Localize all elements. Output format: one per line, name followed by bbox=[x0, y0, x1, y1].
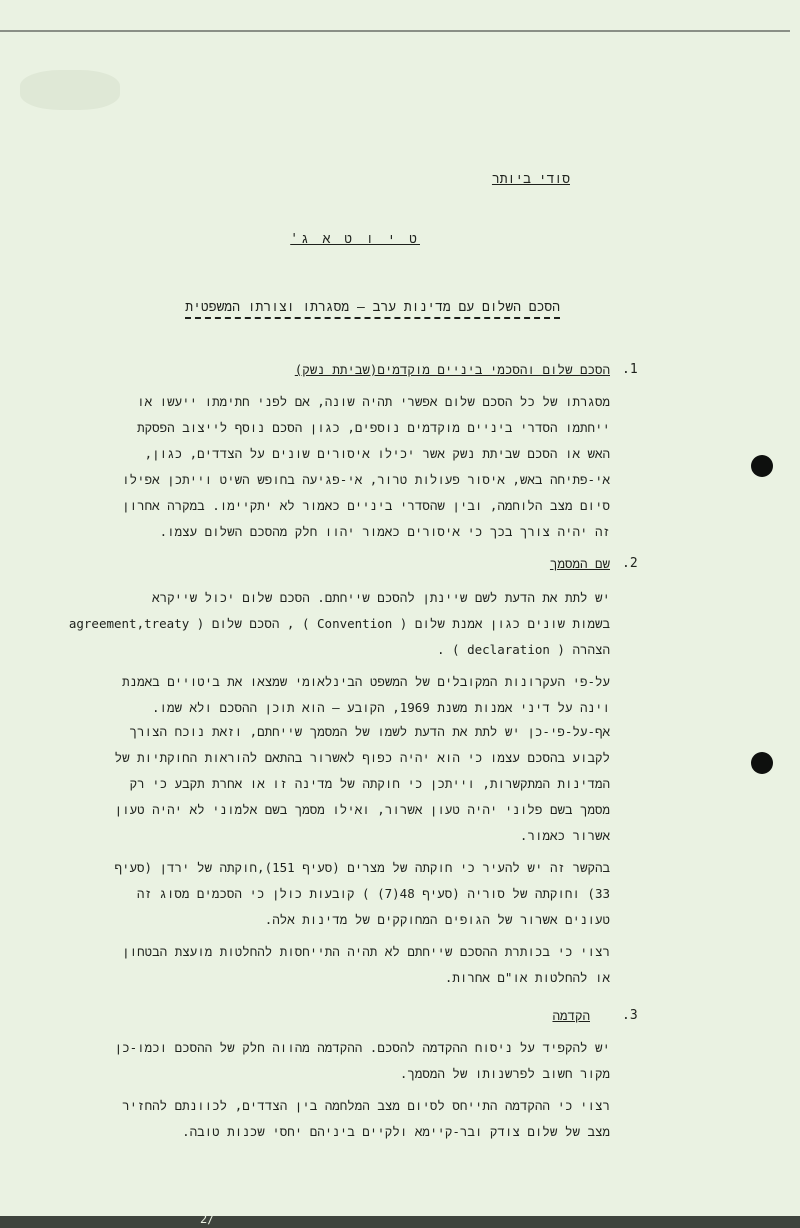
text-line: על-פי העקרונות המקובלים של המשפט הבינלאומי שמצאו את ביטויים באמנת bbox=[122, 674, 610, 689]
text-line: יש לתת את הדעת לשם שיינתן להסכם שייחתם. הסכם שלום יכול שייקרא bbox=[152, 590, 610, 605]
text-line: מצב של שלום צודק ובר-קיימא ולקיים ביניהם יחסי שכנות טובה. bbox=[182, 1124, 610, 1139]
draft-label: ט י ו ט א ג' bbox=[290, 232, 420, 247]
text-line: לקבוע בהסכם עצמו כי הוא יהיה כפוף לאשרור בהתאם להוראות החוקתיות של bbox=[114, 750, 610, 765]
page-number: 2/ bbox=[200, 1212, 215, 1226]
text-line: טעונים אשרור של הגופים המחוקקים של מדינות אלה. bbox=[264, 912, 610, 927]
text-line: אשרור כאמור. bbox=[519, 828, 610, 843]
text-line: וינה על דיני אמנות משנת 1969, הקובע – הוא תוכן ההסכם ולא שמו. bbox=[151, 700, 610, 715]
text-line: או להחלטות או"ם אחרות. bbox=[444, 970, 610, 985]
text-line: בהקשר זה יש להעיר כי חוקתה של מצרים (סעיף 151),חוקתה של ירדן (סעיף bbox=[114, 860, 610, 875]
punch-hole bbox=[751, 455, 773, 477]
text-line: סיום מצב הלוחמה, ובין שהסדרי ביניים כאמור לא יתקיימו. במקרה אחרון bbox=[122, 498, 610, 513]
text-line: מסגרתו של כל הסכם שלום אפשרי תהיה שונה, אם לפני חתימתו ייעשו או bbox=[137, 394, 610, 409]
section-title: הקדמה bbox=[552, 1008, 590, 1023]
text-line: אף-על-פי-כן יש לתת את הדעת לשמו של המסמך שייחתם, וזאת נוכח הצורך bbox=[129, 724, 610, 739]
section-number: .1 bbox=[622, 362, 638, 377]
text-line: מסמך בשם פלוני יהיה טעון אשרור, ואילו מסמך בשם אלמוני לא יהיה טעון bbox=[114, 802, 610, 817]
page-bottom-edge bbox=[0, 1216, 800, 1228]
punch-hole bbox=[751, 752, 773, 774]
text-line: רצוי כי ההקדמה התייחס לסיום מצב המלחמה בין הצדדים, לכוונתם להחזיר bbox=[122, 1098, 610, 1113]
section-number: .2 bbox=[622, 556, 638, 571]
classification-label: סודי ביותר bbox=[491, 172, 570, 187]
page-top-edge bbox=[0, 30, 790, 32]
document-title: הסכם השלום עם מדינות ערב – מסגרתו וצורתו המשפטית bbox=[185, 300, 560, 319]
text-line: מקור חשוב לפרשנותו של המסמך. bbox=[399, 1066, 610, 1081]
text-line: רצוי כי בכותרת ההסכם שייחתם לא תהיה התייחסות להחלטות מועצת הבטחון bbox=[122, 944, 610, 959]
text-line: ייחתמו הסדרי ביניים מוקדמים נוספים, כגון הסכם נוסף לייצוב הפסקת bbox=[137, 420, 610, 435]
section-title: הסכם שלום והסכמי ביניים מוקדמים(שביתת נשק) bbox=[294, 362, 610, 377]
text-line: הצהרה ( declaration ) . bbox=[437, 642, 610, 657]
paper-stain bbox=[20, 70, 120, 110]
section-number: .3 bbox=[622, 1008, 638, 1023]
text-line: יש להקפיד על ניסוח ההקדמה להסכם. ההקדמה מהווה חלק של ההסכם וכמו-כן bbox=[114, 1040, 610, 1055]
text-line: אי-פתיחה באש, איסור פעולות טרור, אי-פגיעה בחופש השיט וייתכן אפילו bbox=[122, 472, 610, 487]
text-line: המדינות המתקשרות, וייתכן כי חוקתה של מדינה זו או אחרת תקבע כי רק bbox=[129, 776, 610, 791]
text-line: 33) וחוקתה של סוריה (סעיף 48(7) ) קובעות כולן כי הסכמים מסוג זה bbox=[136, 886, 610, 901]
text-line: זה יהיה צורך בכך כי איסורים כאמור יהוו חלק מהסכם השלום עצמו. bbox=[159, 524, 610, 539]
text-line: בשמות שונים כגון אמנת שלום ( Convention ) , הסכם שלום ( agreement,treaty bbox=[68, 616, 610, 631]
text-line: האש או הסכם שביתת נשק אשר יכילו איסורים שונים על הצדדים, כגון, bbox=[144, 446, 610, 461]
section-title: שם המסמך bbox=[549, 556, 610, 571]
